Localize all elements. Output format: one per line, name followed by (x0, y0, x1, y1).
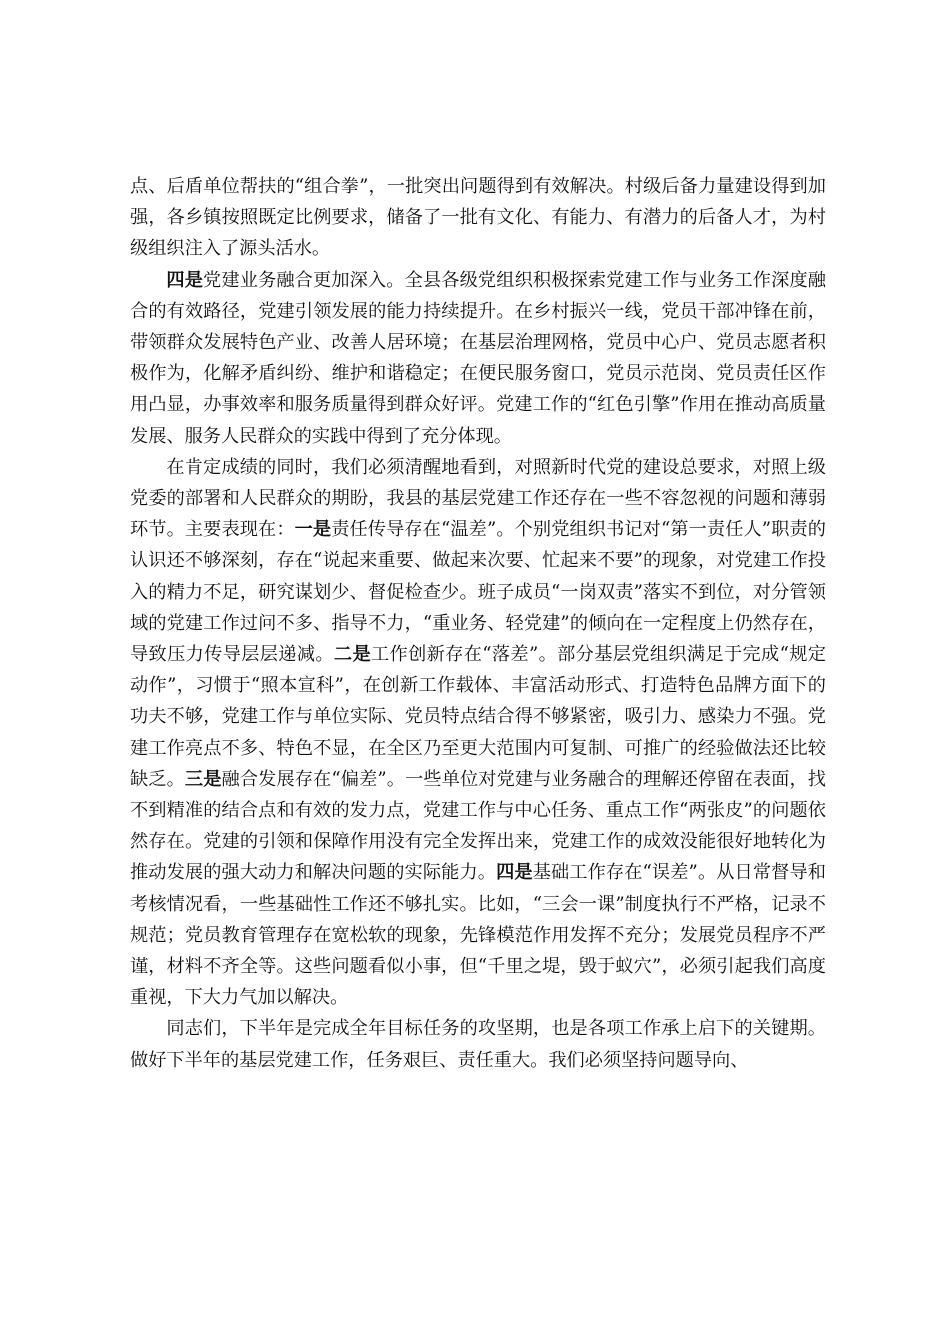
text-run: 党建业务融合更加深入。全县各级党组织积极探索党建工作与业务工作深度融合的有效路径，党建引领发展的能力持续提升。在乡村振兴一线，党员干部冲锋在前，带领群众发展特色产业、改善人居环境；在基层治理网格，党员中心户、党员志愿者积极作为，化解矛盾纠纷、维护和谐稳定；在便民服务窗口，党员示范岗、党员责任区作用凸显，办事效率和服务质量得到群众好评。党建工作的“红色引擎”作用在推动高质量发展、服务人民群众的实践中得到了充分体现。 (130, 269, 826, 447)
bold-lead-label: 四是 (166, 269, 204, 291)
bold-lead-label: 一是 (294, 519, 332, 541)
text-run: 融合发展存在“偏差”。一些单位对党建与业务融合的理解还停留在表面，找不到精准的结合点和有效的发力点，党建工作与中心任务、重点工作“两张皮”的问题依然存在。党建的引领和保障作用没有完全发挥出来，党建工作的成效没能很好地转化为推动发展的强大动力和解决问题的实际能力。 (130, 768, 826, 884)
text-run: 在肯定成绩的同时，我们必须清醒地看到，对照新时代党的建设总要求，对照上级党委的部署和人民群众的期盼，我县的基层党建工作还存在一些不容忽视的问题和薄弱环节。主要表现在： (130, 456, 826, 541)
paragraph-continuation (130, 171, 826, 265)
paragraph-second-half-year (130, 1013, 826, 1075)
paragraph-party-business-integration (130, 265, 826, 452)
bold-lead-label: 四是 (496, 862, 533, 884)
text-run: 同志们，下半年是完成全年目标任务的攻坚期，也是各项工作承上启下的关键期。做好下半年的基层党建工作，任务艰巨、责任重大。我们必须坚持问题导向、 (130, 1018, 826, 1071)
bold-lead-label: 二是 (333, 644, 371, 666)
text-run: 责任传导存在“温差”。个别党组织书记对“第一责任人”职责的认识还不够深刻，存在“说起来重要、做起来次要、忙起来不要”的现象，对党建工作投入的精力不足，研究谋划少、督促检查少。班子成员“一岗双责”落实不到位，对分管领域的党建工作过问不多、指导不力，“重业务、轻党建”的倾向在一定程度上仍然存在，导致压力传导层层递减。 (130, 519, 826, 666)
document-body (130, 171, 826, 1076)
paragraph-problems (130, 452, 826, 1014)
text-run: 点、后盾单位帮扶的“组合拳”，一批突出问题得到有效解决。村级后备力量建设得到加强，各乡镇按照既定比例要求，储备了一批有文化、有能力、有潜力的后备人才，为村级组织注入了源头活水。 (130, 176, 826, 260)
bold-lead-label: 三是 (184, 768, 222, 790)
text-run: 基础工作存在“误差”。从日常督导和考核情况看，一些基础性工作还不够扎实。比如，“三会一课”制度执行不严格，记录不规范；党员教育管理存在宽松软的现象，先锋模范作用发挥不充分；发展党员程序不严谨，材料不齐全等。这些问题看似小事，但“千里之堤，毁于蚁穴”，必须引起我们高度重视，下大力气加以解决。 (130, 862, 826, 1009)
text-run: 工作创新存在“落差”。部分基层党组织满足于完成“规定动作”，习惯于“照本宣科”，在创新工作载体、丰富活动形式、打造特色品牌方面下的功夫不够，党建工作与单位实际、党员特点结合得不够紧密，吸引力、感染力不强。党建工作亮点不多、特色不显，在全区乃至更大范围内可复制、可推广的经验做法还比较缺乏。 (130, 644, 826, 790)
